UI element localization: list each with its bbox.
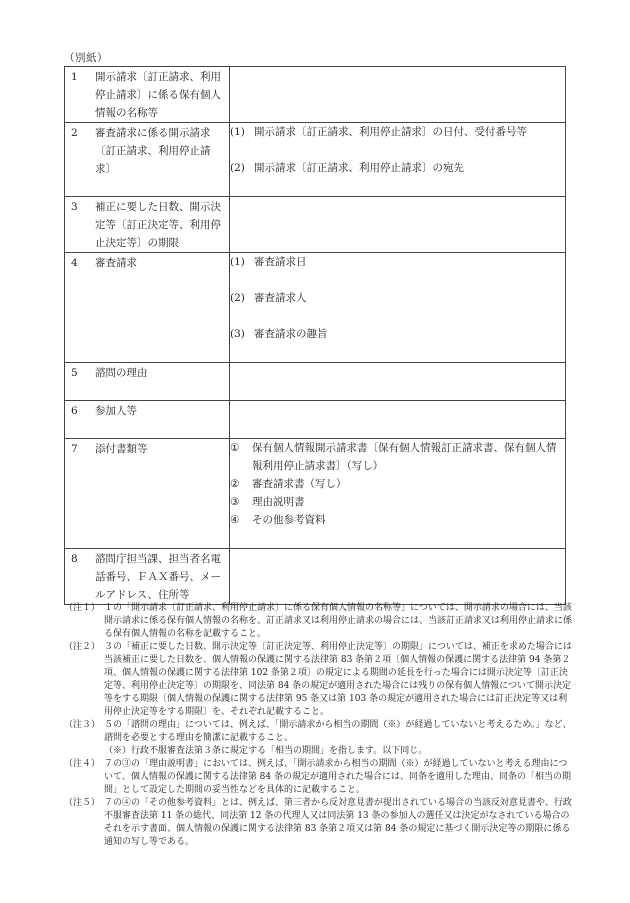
- form-row-8: [65, 549, 566, 605]
- row-label: [65, 197, 230, 253]
- sub-item-number: (3): [230, 328, 245, 340]
- form-row-1: [65, 67, 566, 123]
- sub-item-text: 審査請求日: [254, 256, 307, 268]
- sub-item-number: (2): [230, 162, 245, 174]
- attachment-heading: （別紙）: [64, 52, 108, 64]
- row-label-text: 添付書類等: [95, 443, 148, 455]
- sub-item: [230, 159, 565, 177]
- attachment-text: 審査請求書（写し）: [252, 478, 347, 490]
- attachment-mark: ①: [230, 442, 240, 454]
- attachment-item: [230, 475, 565, 493]
- row-number: 1: [71, 71, 78, 83]
- row-value: [230, 363, 566, 401]
- row-value: [230, 401, 566, 439]
- note-4: [64, 758, 574, 797]
- row-label: [65, 401, 230, 439]
- form-row-3: [65, 197, 566, 253]
- row-value: [230, 549, 566, 605]
- row-value: [230, 197, 566, 253]
- attachment-item: [230, 439, 565, 475]
- attachment-mark: ④: [230, 514, 240, 526]
- sub-item-text: 審査請求人: [254, 292, 307, 304]
- row-label: [65, 549, 230, 605]
- row-number: 8: [71, 553, 78, 565]
- note-text: ７の③の「理由説明書」においては、例えば、「開示請求から相当の期間（※）が経過していないと考える理由について、個人情報の保護に関する法律第 84 条の規定が適用された場合には、同条を適用した理由、同条の「相当の期間」として設定した期間の妥当性などを具体的に記載すること。: [104, 759, 571, 795]
- note-text: ７の④の「その他参考資料」とは、例えば、第三者から反対意見書が提出されている場合の当該反対意見書や、行政不服審査法第 11 条の総代、同法第 12 条の代理人又は同法第 13 条の参加人の選任又は決定がなされている場合のそれを示す書面、個人情報の保護に関する法律第 83 条第２項又は第 84 条の規定に基づく開示決定等の期限に係る通知の写し等である。: [104, 798, 572, 847]
- row-label-text: 開示請求〔訂正請求、利用停止請求〕に係る保有個人情報の名称等: [95, 71, 221, 119]
- form-row-6: [65, 401, 566, 439]
- sub-item-text: 開示請求〔訂正請求、利用停止請求〕の日付、受付番号等: [254, 126, 527, 138]
- form-row-4: [65, 253, 566, 363]
- row-value: [230, 67, 566, 123]
- row-label: [65, 253, 230, 363]
- note-2: [64, 641, 574, 719]
- attachment-text: 理由説明書: [252, 496, 305, 508]
- row-label-text: 諮問庁担当課、担当者名電話番号、ＦＡＸ番号、メールアドレス、住所等: [95, 553, 221, 601]
- row-label: [65, 439, 230, 549]
- row-label-text: 参加人等: [95, 405, 137, 417]
- sub-item: [230, 123, 565, 141]
- row-label: [65, 123, 230, 197]
- note-label: （注５）: [64, 798, 101, 808]
- attachment-text: 保有個人情報開示請求書〔保有個人情報訂正請求書、保有個人情報利用停止請求書〕（写し）: [252, 442, 557, 472]
- note-text: ５の「諮問の理由」については、例えば、「開示請求から相当の期間（※）が経過していないと考えるため。」など、諮問を必要とする理由を簡潔に記載すること。: [104, 720, 572, 743]
- row-value: [230, 123, 566, 197]
- sub-item: [230, 325, 565, 343]
- row-value: [230, 439, 566, 549]
- sub-item-number: (1): [230, 256, 245, 268]
- note-3-reference: （※）行政不服審査法第３条に規定する「相当の期間」を指します。以下同じ。: [104, 746, 428, 756]
- note-5: [64, 797, 574, 849]
- row-label-text: 補正に要した日数、開示決定等〔訂正決定等、利用停止決定等〕の期限: [95, 201, 221, 249]
- consultation-form-table: [64, 66, 566, 605]
- sub-item-number: (1): [230, 126, 245, 138]
- form-row-2: [65, 123, 566, 197]
- row-label: [65, 363, 230, 401]
- sub-item-text: 開示請求〔訂正請求、利用停止請求〕の宛先: [254, 162, 464, 174]
- note-3: [64, 719, 574, 745]
- row-number: 3: [71, 201, 78, 213]
- row-label-text: 審査請求に係る開示請求〔訂正請求、利用停止請求〕: [95, 127, 211, 175]
- sub-item-number: (2): [230, 292, 245, 304]
- row-number: 5: [71, 367, 78, 379]
- form-row-5: [65, 363, 566, 401]
- row-number: 6: [71, 405, 78, 417]
- note-label: （注４）: [64, 759, 101, 769]
- sub-item-text: 審査請求の趣旨: [254, 328, 328, 340]
- row-label-text: 諮問の理由: [95, 367, 148, 379]
- attachment-text: その他参考資料: [252, 514, 326, 526]
- note-label: （注２）: [64, 642, 101, 652]
- note-label: （注３）: [64, 720, 101, 730]
- note-label: （注１）: [64, 603, 101, 613]
- attachment-mark: ③: [230, 496, 240, 508]
- row-label: [65, 67, 230, 123]
- attachment-item: [230, 493, 565, 511]
- row-number: 4: [71, 257, 78, 269]
- notes-section: [64, 602, 574, 849]
- row-number: 7: [71, 443, 78, 455]
- row-label-text: 審査請求: [95, 257, 137, 269]
- row-number: 2: [71, 127, 78, 139]
- note-1: [64, 602, 574, 641]
- sub-item: [230, 253, 565, 271]
- attachment-mark: ②: [230, 478, 240, 490]
- note-text: １の「開示請求〔訂正請求、利用停止請求〕に係る保有個人情報の名称等」については、開示請求の場合には、当該開示請求に係る保有個人情報の名称を、訂正請求又は利用停止請求の場合には、当該訂正請求又は利用停止請求に係る保有個人情報の名称を記載すること。: [104, 603, 573, 639]
- note-text: ３の「補正に要した日数、開示決定等〔訂正決定等、利用停止決定等〕の期限」については、補正を求めた場合には当該補正に要した日数を、個人情報の保護に関する法律第 83 条第２項〔個人情報の保護に関する法律第 94 条第２項、個人情報の保護に関する法律第 102 条第２項〕の規定による期間の延長を行った場合には開示決定等〔訂正決定等、利用停止決定等〕の期限を、同法第 84 条の規定が適用された場合には残りの保有個人情報について開示決定等をする期限〔個人情報の保護に関する法律第 95 条又は第 103 条の規定が適用された場合には訂正決定等又は利用停止決定等をする期限〕を、それぞれ記載すること。: [104, 642, 572, 717]
- attachment-item: [230, 511, 565, 529]
- row-value: [230, 253, 566, 363]
- sub-item: [230, 289, 565, 307]
- form-row-7: [65, 439, 566, 549]
